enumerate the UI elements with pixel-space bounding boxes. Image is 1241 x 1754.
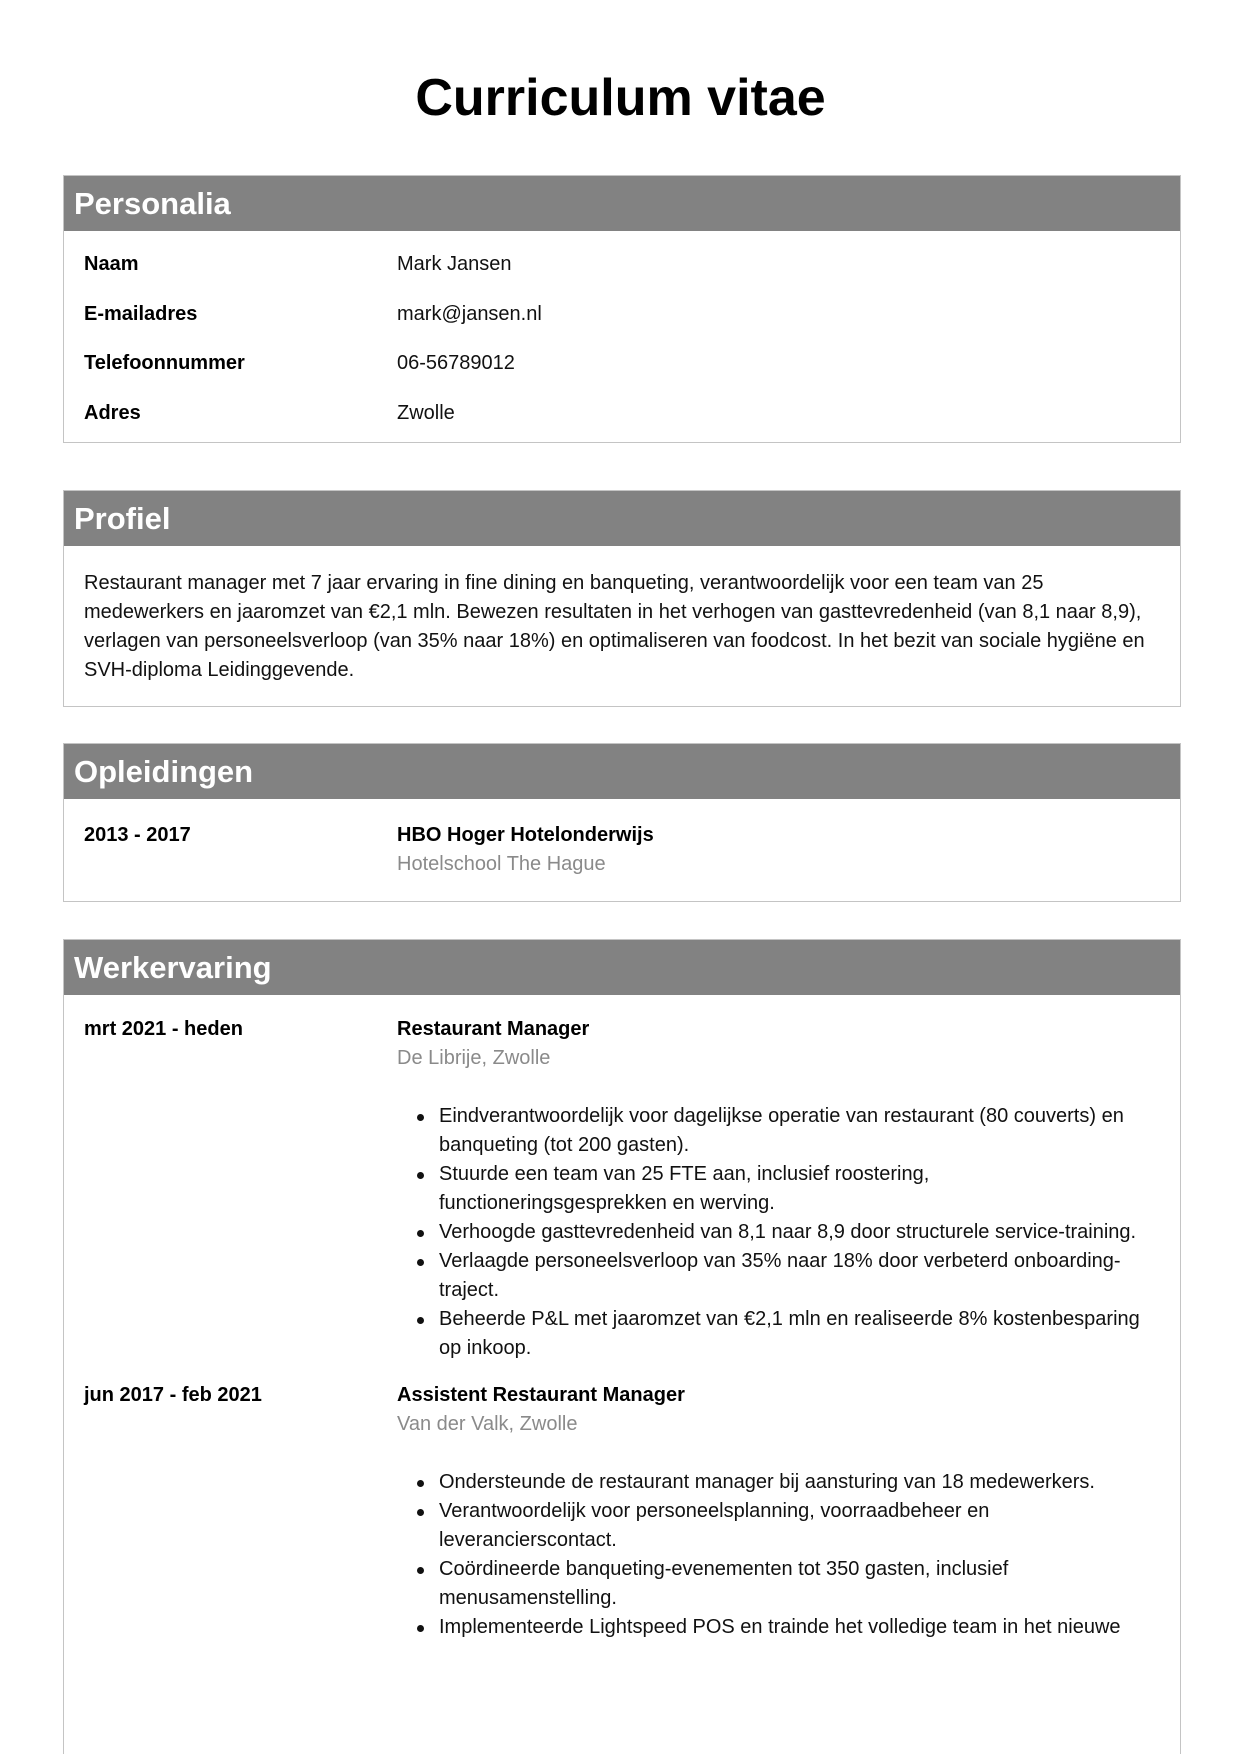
education-institution: Hotelschool The Hague (397, 853, 606, 875)
field-value: Zwolle (397, 401, 455, 424)
list-item: Verlaagde personeelsverloop van 35% naar 18% door verbeterd onboarding-traject. (439, 1247, 1160, 1305)
section-werkervaring (63, 939, 1181, 1754)
field-value: mark@jansen.nl (397, 302, 542, 325)
section-opleidingen (63, 743, 1181, 902)
field-label: Adres (84, 401, 141, 424)
personalia-row (84, 349, 1160, 378)
education-period: 2013 - 2017 (84, 824, 191, 846)
list-item: Stuurde een team van 25 FTE aan, inclusief roostering, functioneringsgesprekken en werving. (439, 1160, 1160, 1218)
profile-text: Restaurant manager met 7 jaar ervaring in fine dining en banqueting, verantwoordelijk voor een team van 25 medewerkers en jaaromzet van €2,1 mln. Bewezen resultaten in het verhogen van gasttevredenheid (van 8,1 naar 8,9), verlagen van personeelsverloop (van 35% naar 18%) en optimaliseren van foodcost. In het bezit van sociale hygiëne en SVH-diploma Leidinggevende. (84, 572, 1145, 681)
section-personalia (63, 175, 1181, 443)
job-period: mrt 2021 - heden (84, 1018, 243, 1040)
job-employer: Van der Valk, Zwolle (397, 1413, 578, 1435)
list-item: Implementeerde Lightspeed POS en trainde het volledige team in het nieuwe (439, 1613, 1160, 1642)
section-heading: Opleidingen (64, 744, 1180, 799)
job-bullets (397, 1468, 1160, 1642)
job-entry (84, 1015, 1160, 1363)
section-profiel (63, 490, 1181, 707)
education-title: HBO Hoger Hotelonderwijs (397, 824, 654, 846)
section-heading: Personalia (64, 176, 1180, 231)
section-heading: Werkervaring (64, 940, 1180, 995)
personalia-row (84, 300, 1160, 329)
field-value: Mark Jansen (397, 253, 512, 275)
job-bullets (397, 1102, 1160, 1363)
list-item: Eindverantwoordelijk voor dagelijkse operatie van restaurant (80 couverts) en banqueting (tot 200 gasten). (439, 1102, 1160, 1160)
page-title: Curriculum vitae (415, 69, 826, 127)
job-entry (84, 1381, 1160, 1642)
job-title: Restaurant Manager (397, 1018, 590, 1040)
list-item: Ondersteunde de restaurant manager bij aansturing van 18 medewerkers. (439, 1468, 1160, 1497)
list-item: Beheerde P&L met jaaromzet van €2,1 mln en realiseerde 8% kostenbesparing op inkoop. (439, 1305, 1160, 1363)
section-heading: Profiel (64, 491, 1180, 546)
field-label: Telefoonnummer (84, 352, 245, 374)
list-item: Verantwoordelijk voor personeelsplanning, voorraadbeheer en leverancierscontact. (439, 1497, 1160, 1555)
job-title: Assistent Restaurant Manager (397, 1384, 685, 1406)
list-item: Coördineerde banqueting-evenementen tot 350 gasten, inclusief menusamenstelling. (439, 1555, 1160, 1613)
list-item: Verhoogde gasttevredenheid van 8,1 naar 8,9 door structurele service-training. (439, 1218, 1160, 1247)
field-label: E-mailadres (84, 302, 198, 325)
personalia-row (84, 399, 1160, 428)
education-entry (84, 821, 1160, 879)
job-employer: De Librije, Zwolle (397, 1047, 551, 1069)
field-label: Naam (84, 253, 139, 275)
personalia-row (84, 250, 1160, 279)
job-period: jun 2017 - feb 2021 (84, 1384, 262, 1406)
field-value: 06-56789012 (397, 352, 515, 374)
